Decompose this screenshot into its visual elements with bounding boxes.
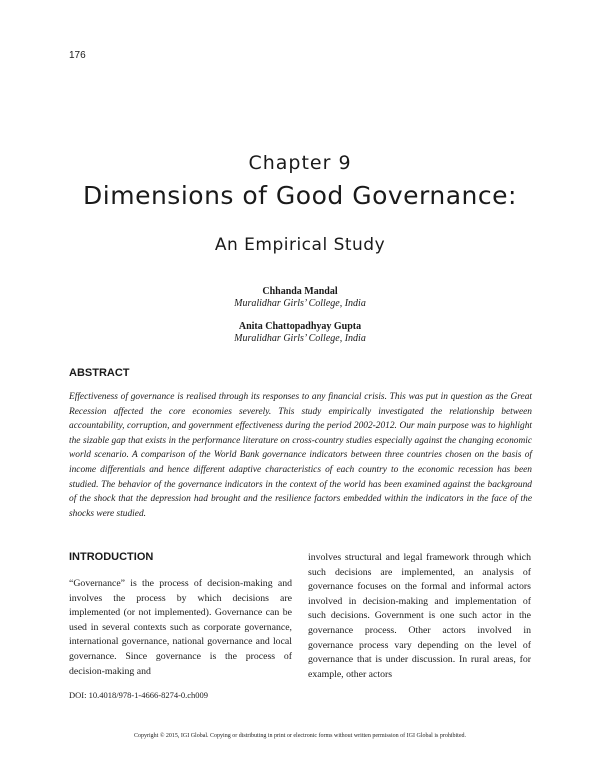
doi: DOI: 10.4018/978-1-4666-8274-0.ch009 [69, 690, 209, 700]
chapter-title: Dimensions of Good Governance: [83, 181, 517, 210]
introduction-right-column: involves structural and legal framework through which such decisions are implemented, an analysis of governance focuses on the formal and informal actors involved in decision-making and implementation of such decisions. Government is one such actor in the governance process. Other actors involved in governance process vary depending on the level of governance that is under discussion. In rural areas, for example, other actors [308, 552, 531, 680]
copyright-notice: Copyright © 2015, IGI Global. Copying or distributing in print or electronic forms without written permission of IGI Global is prohibited. [133, 733, 466, 739]
author-affiliation: Muralidhar Girls’ College, India [234, 298, 366, 309]
abstract-body: Effectiveness of governance is realised through its responses to any financial crisis. This was put in question as the Great Recession affected the core economies severely. This study empirically investigated the relationship between accountability, corruption, and government effectiveness during the period 2002-2012. Our main purpose was to highlight the sizable gap that exists in the performance literature on cross-country studies especially against the changing economic world scenario. A comparison of the World Bank governance indicators between three countries chosen on the basis of income differentials and hence different adaptive characteristics of each country to the economic recession has been studied. The behavior of the governance indicators in the context of the world has been examined against the background of the shock that the depression had brought and the resilience factors embedded within the indicators in the face of the shocks were studied. [69, 392, 532, 519]
author-block-1 [0, 286, 600, 310]
author-name: Anita Chattopadhyay Gupta [238, 321, 362, 332]
author-affiliation: Muralidhar Girls’ College, India [234, 333, 366, 344]
page-number: 176 [69, 50, 86, 61]
chapter-subtitle: An Empirical Study [214, 235, 386, 255]
author-name: Chhanda Mandal [262, 286, 338, 297]
introduction-heading: INTRODUCTION [69, 551, 154, 563]
author-block-2 [0, 321, 600, 345]
introduction-left-column: “Governance” is the process of decision-making and involves the process by which decisions are implemented (or not implemented). Governance can be used in several contexts such as corporate governance, international governance, national governance and local governance. Since governance is the process of decision-making and [69, 578, 292, 677]
abstract-heading: ABSTRACT [69, 367, 130, 379]
chapter-label: Chapter 9 [248, 152, 352, 174]
